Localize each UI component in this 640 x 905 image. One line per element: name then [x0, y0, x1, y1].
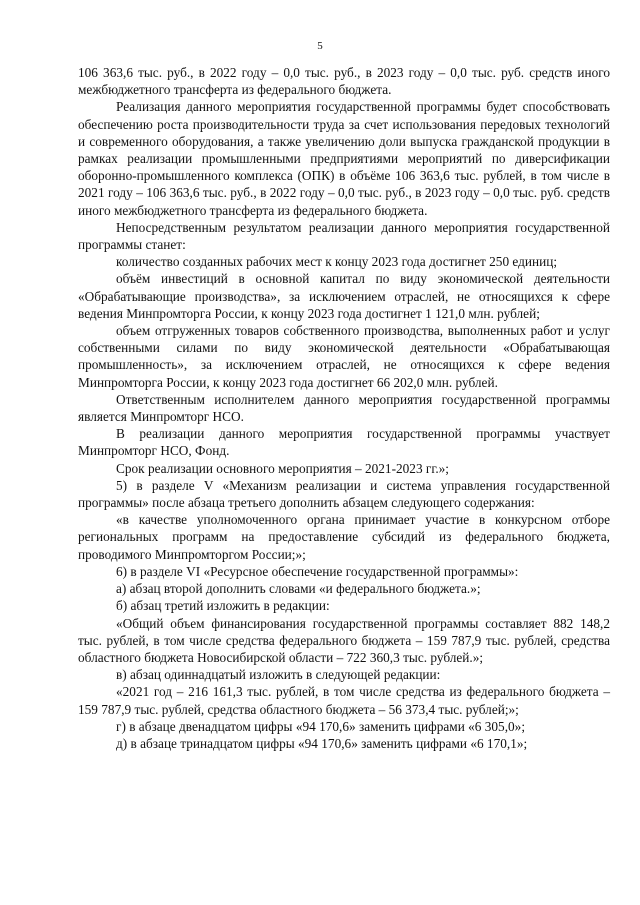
paragraph: В реализации данного мероприятия государственной программы участвует Минпромторг НСО, Фонд. — [78, 426, 610, 459]
paragraph: «Общий объем финансирования государственной программы составляет 882 148,2 тыс. рублей, в том числе средства федерального бюджета – 159 787,9 тыс. рублей, средства областного бюджета Новосибирской области – 722 360,3 тыс. рублей.»; — [78, 615, 610, 665]
document-body — [78, 64, 610, 752]
paragraph: д) в абзаце тринадцатом цифры «94 170,6» заменить цифрами «6 170,1»; — [116, 735, 528, 751]
paragraph: Срок реализации основного мероприятия – 2021-2023 гг.»; — [116, 460, 450, 476]
paragraph: «в качестве уполномоченного органа принимает участие в конкурсном отборе региональных программ на предоставление субсидий из федерального бюджета, проводимого Минпромторгом России;»; — [78, 512, 610, 562]
paragraph: «2021 год – 216 161,3 тыс. рублей, в том числе средства из федерального бюджета – 159 787,9 тыс. рублей, средства областного бюджета – 56 373,4 тыс. рублей;»; — [78, 684, 610, 717]
paragraph: в) абзац одиннадцатый изложить в следующей редакции: — [116, 667, 441, 683]
page-number: 5 — [317, 40, 323, 52]
paragraph: 6) в разделе VI «Ресурсное обеспечение государственной программы»: — [116, 563, 519, 579]
paragraph: объём инвестиций в основной капитал по виду экономической деятельности «Обрабатывающие производства», за исключением отраслей, не относящихся к сфере ведения Минпромторга России, к концу 2023 года достигнет 1 121,0 млн. рублей; — [78, 271, 610, 321]
paragraph: г) в абзаце двенадцатом цифры «94 170,6» заменить цифрами «6 305,0»; — [116, 718, 526, 734]
paragraph: Непосредственным результатом реализации данного мероприятия государственной программы станет: — [78, 219, 610, 253]
paragraph: 5) в разделе V «Механизм реализации и система управления государственной программы» после абзаца третьего дополнить абзацем следующего содержания: — [78, 477, 610, 511]
paragraph: объем отгруженных товаров собственного производства, выполненных работ и услуг собственными силами по виду экономической деятельности «Обрабатывающая промышленность», за исключением отраслей, не относящихся к сфере ведения Минпромторга России, к концу 2023 года достигнет 66 202,0 млн. рублей. — [78, 323, 610, 390]
paragraph: 106 363,6 тыс. руб., в 2022 году – 0,0 тыс. руб., в 2023 году – 0,0 тыс. руб. средств иного межбюджетного трансферта из федерального бюджета. — [78, 65, 610, 98]
paragraph: Реализация данного мероприятия государственной программы будет способствовать обеспечению роста производительности труда за счет использования передовых технологий и современного оборудования, а также увеличению доли выпуска гражданской продукции в рамках реализации промышленными предприятиями мероприятий по диверсификации оборонно-промышленного комплекса (ОПК) в объёме 106 363,6 тыс. рублей, в том числе в 2021 году – 106 363,6 тыс. руб., в 2022 году – 0,0 тыс. руб., в 2023 году – 0,0 тыс. руб. средств иного межбюджетного трансферта из федерального бюджета. — [78, 99, 610, 218]
paragraph: а) абзац второй дополнить словами «и федерального бюджета.»; — [116, 581, 481, 597]
paragraph: Ответственным исполнителем данного мероприятия государственной программы является Минпромторг НСО. — [78, 391, 610, 425]
paragraph: б) абзац третий изложить в редакции: — [116, 598, 330, 614]
paragraph: количество созданных рабочих мест к концу 2023 года достигнет 250 единиц; — [116, 254, 558, 270]
